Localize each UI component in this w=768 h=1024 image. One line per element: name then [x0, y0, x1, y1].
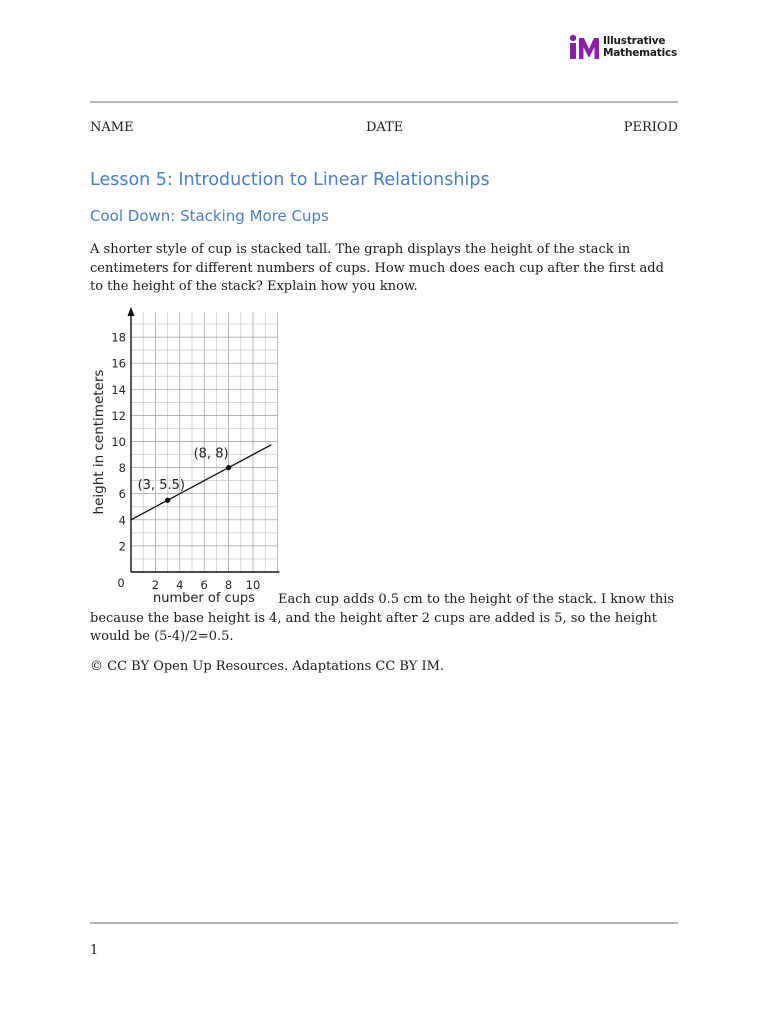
question-prompt: A shorter style of cup is stacked tall. The graph displays the height of the stack in centimeters for different numbers of cups. How much does each cup after the first add to the height of the stack? Explain how you know.	[90, 242, 664, 294]
x-axis-label: number of cups	[153, 591, 255, 606]
logo-text-line2: Mathematics	[603, 47, 678, 59]
x-tick-label: 8	[224, 578, 233, 592]
x-tick-label: 6	[200, 578, 208, 592]
y-tick-label: 16	[111, 356, 126, 371]
origin-label: 0	[117, 576, 125, 590]
illustrative-mathematics-logo	[569, 34, 679, 60]
data-point-label: (3, 5.5)	[137, 478, 185, 494]
x-tick-label: 4	[176, 578, 184, 592]
cup-stack-graph	[88, 300, 288, 610]
page-number: 1	[90, 943, 99, 958]
y-axis-label: height in centimeters	[91, 369, 107, 515]
y-axis-arrow	[128, 307, 135, 316]
data-point	[226, 465, 231, 470]
y-tick-label: 4	[118, 513, 126, 528]
period-field-label: PERIOD	[623, 120, 678, 135]
lesson-title: Lesson 5: Introduction to Linear Relationships	[90, 170, 490, 190]
y-tick-label: 2	[118, 539, 126, 554]
name-field-label: NAME	[90, 120, 134, 135]
data-point-label: (8, 8)	[193, 446, 229, 462]
header-divider	[90, 101, 678, 103]
student-answer	[90, 591, 680, 647]
answer-text: Each cup adds 0.5 cm to the height of the stack. I know this because the base height is 4, and the height after 2 cups are added is 5, so the height would be (5-4)/2=0.5.	[90, 592, 675, 644]
y-tick-label: 14	[111, 382, 126, 397]
data-point	[165, 498, 170, 503]
logo-text-line1: Illustrative	[603, 35, 666, 47]
date-field-label: DATE	[366, 120, 404, 135]
im-logo-icon	[569, 34, 601, 60]
footer-divider	[90, 922, 678, 924]
y-tick-label: 6	[118, 487, 126, 502]
copyright-notice: © CC BY Open Up Resources. Adaptations CC BY IM.	[90, 659, 445, 674]
y-tick-label: 10	[111, 435, 126, 449]
x-tick-label: 10	[245, 578, 261, 592]
x-tick-label: 2	[151, 578, 160, 592]
y-tick-label: 12	[111, 408, 126, 423]
y-tick-label: 18	[111, 330, 126, 345]
section-title: Cool Down: Stacking More Cups	[90, 207, 329, 225]
y-tick-label: 8	[118, 461, 126, 476]
